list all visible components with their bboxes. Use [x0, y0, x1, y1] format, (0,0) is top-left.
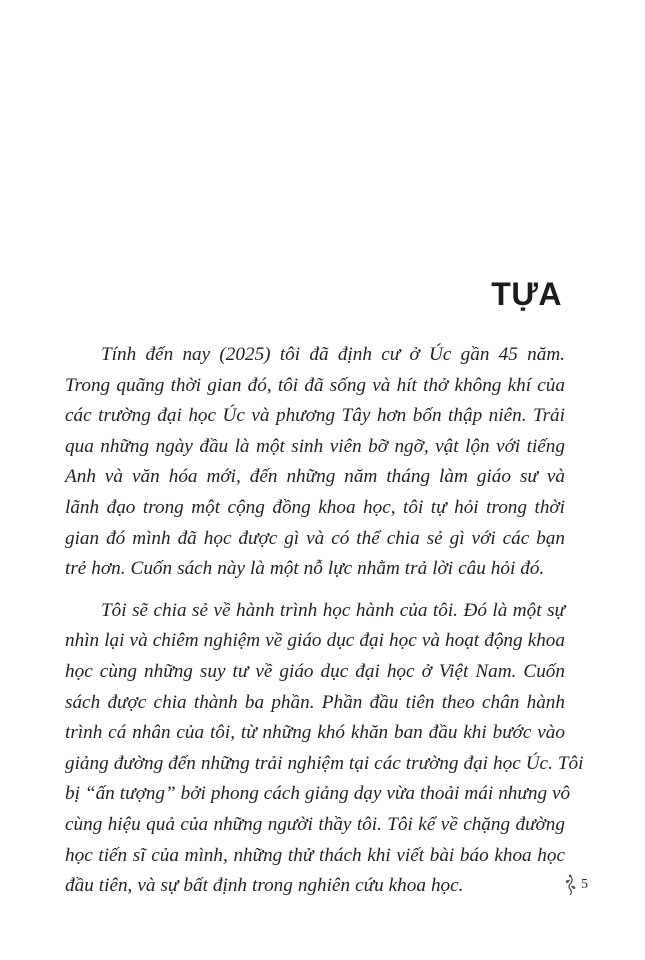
text-line: các trường đại học Úc và phương Tây hơn bốn thập niên. Trải [65, 405, 565, 427]
text-line: đầu tiên, và sự bất định trong nghiên cứu khoa học. [65, 875, 464, 897]
text-line: sách được chia thành ba phần. Phần đầu tiên theo chân hành [65, 691, 565, 713]
body-text [65, 340, 584, 913]
text-line: gian đó mình đã học được gì và có thể chia sẻ gì với các bạn [65, 527, 565, 549]
text-line: nhìn lại và chiêm nghiệm về giáo dục đại học và hoạt động khoa [65, 630, 565, 652]
text-line: trẻ hơn. Cuốn sách này là một nỗ lực nhằm trả lời câu hỏi đó. [65, 558, 545, 580]
text-line: lãnh đạo trong một cộng đồng khoa học, tôi tự hỏi trong thời [65, 496, 565, 518]
leaf-ornament-icon [563, 874, 577, 896]
page-folio [563, 874, 588, 896]
chapter-title: TỰA [491, 276, 562, 312]
text-line: Trong quãng thời gian đó, tôi đã sống và hít thở không khí của [65, 374, 565, 396]
paragraph-2 [65, 596, 584, 902]
text-line: bị “ấn tượng” bởi phong cách giảng dạy vừa thoải mái nhưng vô [65, 783, 571, 805]
text-line: học cùng những suy tư về giáo dục đại học ở Việt Nam. Cuốn [65, 660, 565, 682]
text-line: học tiến sĩ của mình, những thử thách khi viết bài báo khoa học [65, 844, 565, 866]
text-line: qua những ngày đầu là một sinh viên bỡ ngỡ, vật lộn với tiếng [65, 435, 565, 457]
text-line: giảng đường đến những trải nghiệm tại các trường đại học Úc. Tôi [65, 752, 584, 774]
text-line: Tính đến nay (2025) tôi đã định cư ở Úc gần 45 năm. [101, 344, 565, 365]
paragraph-1 [65, 340, 565, 585]
text-line: trình cá nhân của tôi, từ những khó khăn ban đầu khi bước vào [65, 722, 565, 744]
text-line: cùng hiệu quả của những người thầy tôi. Tôi kể về chặng đường [65, 813, 565, 835]
page-number: 5 [581, 877, 588, 892]
text-line: Tôi sẽ chia sẻ về hành trình học hành của tôi. Đó là một sự [101, 599, 565, 621]
text-line: Anh và văn hóa mới, đến những năm tháng làm giáo sư và [65, 466, 565, 488]
